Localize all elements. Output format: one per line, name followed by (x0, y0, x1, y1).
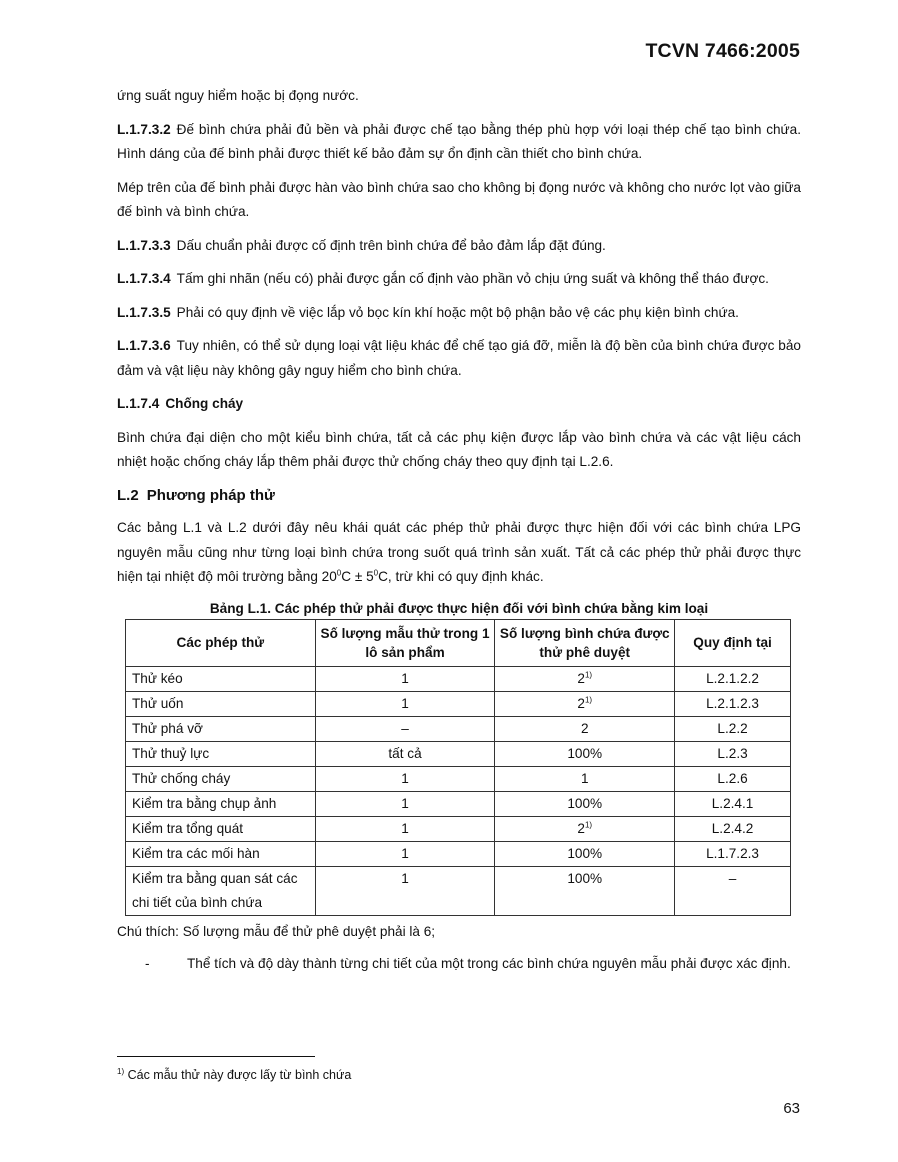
cell-test-name-value: Thử uốn (132, 695, 184, 711)
cell-reference-value: L.2.1.2.3 (706, 695, 759, 711)
paragraph (117, 301, 801, 326)
table-note: Chú thích: Số lượng mẫu để thử phê duyệt phải là 6; (117, 923, 436, 939)
cell-lot-samples-value: 1 (401, 695, 409, 711)
degree-sup: 0 (373, 568, 379, 578)
cell-reference (675, 791, 791, 816)
paragraph-text: Đế bình chứa phải đủ bền và phải được chế tạo bằng thép phù hợp với loại thép chế tạo bình chứa. Hình dáng của đế bình phải được thiết kế bảo đảm sự ổn định cần thiết cho bình chứa. (117, 121, 801, 161)
paragraph-text: Phải có quy định về việc lắp vỏ bọc kín khí hoặc một bộ phận bảo vệ các phụ kiện bình chứa. (176, 304, 739, 320)
cell-approval-count (495, 716, 675, 741)
clause-number: L.1.7.3.2 (117, 121, 171, 137)
cell-test-name-value: Kiểm tra tổng quát (132, 820, 244, 836)
table-header-row (126, 619, 791, 666)
table-row (126, 716, 791, 741)
cell-approval-count-value: 100% (567, 795, 603, 811)
paragraph-text: Tấm ghi nhãn (nếu có) phải được gắn cố định vào phần vỏ chịu ứng suất và không thể tháo được. (176, 271, 769, 286)
cell-test-name-value: Thử phá vỡ (132, 720, 203, 736)
cell-reference-value: L.2.1.2.2 (706, 670, 759, 686)
cell-reference-value: – (728, 870, 737, 886)
cell-test-name (126, 716, 316, 741)
table-row (126, 691, 791, 716)
cell-reference-value: L.2.4.2 (711, 820, 754, 836)
cell-lot-samples (315, 741, 495, 766)
clause-number: L.1.7.3.4 (117, 271, 171, 286)
cell-approval-count-value: 1 (580, 770, 589, 786)
cell-test-name (126, 741, 316, 766)
cell-test-name (126, 816, 316, 841)
cell-lot-samples (315, 666, 495, 691)
cell-test-name (126, 841, 316, 866)
table-row (126, 741, 791, 766)
table-row (126, 666, 791, 691)
cell-lot-samples-value: 1 (401, 820, 409, 836)
clause-number: L.1.7.3.6 (117, 338, 171, 353)
page-body (117, 84, 801, 976)
cell-reference-value: L.2.3 (717, 745, 748, 761)
cell-reference (675, 716, 791, 741)
section-intro-c: C, trừ khi có quy định khác. (378, 569, 544, 584)
cell-test-name-value: Kiểm tra bằng chụp ảnh (132, 795, 277, 811)
note-list-text: Thể tích và độ dày thành từng chi tiết của một trong các bình chứa nguyên mẫu phải được xác định. (187, 955, 791, 971)
footnote-ref: 1) (584, 669, 593, 679)
footnote-divider (117, 1056, 315, 1057)
paragraph (117, 267, 801, 292)
cell-approval-count (495, 816, 675, 841)
cell-test-name (126, 866, 316, 915)
cell-test-name-value: Thử chống cháy (132, 770, 231, 786)
dash-bullet: - (145, 955, 150, 971)
standard-code: TCVN 7466:2005 (645, 40, 800, 62)
cell-lot-samples (315, 716, 495, 741)
cell-approval-count-value: 2 (577, 670, 585, 686)
cell-lot-samples-value: 1 (401, 845, 409, 861)
table-row (126, 816, 791, 841)
paragraph (117, 118, 801, 167)
table-row (126, 791, 791, 816)
header-lot-samples: Số lượng mẫu thử trong 1 lô sản phẩm (315, 619, 495, 666)
footnote-ref: 1) (584, 819, 593, 829)
footnote-ref: 1) (584, 694, 593, 704)
cell-approval-count (495, 791, 675, 816)
table-row (126, 866, 791, 915)
cell-test-name-value: Kiểm tra các mối hàn (132, 845, 260, 861)
cell-approval-count (495, 741, 675, 766)
cell-lot-samples-value: 1 (401, 770, 409, 786)
clause-number: L.1.7.4 (117, 396, 160, 411)
paragraph-text: Mép trên của đế bình phải được hàn vào bình chứa sao cho không bị đọng nước và không cho nước lọt vào giữa đế bình và bình chứa. (117, 179, 801, 219)
section-intro (117, 516, 801, 590)
cell-test-name (126, 791, 316, 816)
table-row (126, 841, 791, 866)
paragraph-text: ứng suất nguy hiểm hoặc bị đọng nước. (117, 88, 359, 103)
cell-approval-count (495, 866, 675, 915)
header-tests: Các phép thử (126, 619, 316, 666)
cell-approval-count (495, 691, 675, 716)
cell-reference-value: L.1.7.2.3 (706, 845, 759, 861)
paragraph (117, 392, 801, 417)
cell-lot-samples (315, 766, 495, 791)
paragraph (117, 334, 801, 383)
note-list-item (117, 952, 801, 977)
cell-test-name (126, 691, 316, 716)
paragraph (117, 84, 801, 109)
clause-number: L.1.7.3.5 (117, 304, 171, 320)
clause-number: L.1.7.3.3 (117, 237, 171, 253)
cell-test-name-value: Thử kéo (132, 670, 183, 686)
cell-reference (675, 866, 791, 915)
cell-reference (675, 816, 791, 841)
cell-reference-value: L.2.4.1 (711, 795, 754, 811)
cell-approval-count-value: 2 (577, 820, 585, 836)
cell-test-name (126, 666, 316, 691)
section-intro-a: Các bảng L.1 và L.2 dưới đây nêu khái quát các phép thử phải được thực hiện đối với các bình chứa LPG nguyên mẫu cũng như từng loại bình chứa trong suốt quá trình sản xuất. Tất cả các phép thử phải được thực hiện tại nhiệt độ môi trường bằng 20 (117, 520, 801, 584)
header-approval-count: Số lượng bình chứa được thử phê duyệt (495, 619, 675, 666)
cell-reference (675, 766, 791, 791)
degree-sup: 0 (336, 568, 342, 578)
cell-lot-samples (315, 691, 495, 716)
section-heading (117, 484, 801, 509)
paragraph-text: Tuy nhiên, có thể sử dụng loại vật liệu khác để chế tạo giá đỡ, miễn là độ bền của bình chứa được bảo đảm và vật liệu này không gây nguy hiểm cho bình chứa. (117, 338, 801, 378)
cell-lot-samples (315, 866, 495, 915)
cell-approval-count-value: 100% (567, 845, 603, 861)
cell-reference (675, 841, 791, 866)
cell-lot-samples (315, 841, 495, 866)
cell-approval-count (495, 841, 675, 866)
cell-approval-count-value: 100% (567, 745, 603, 761)
footnote-text: Các mẫu thử này được lấy từ bình chứa (127, 1068, 352, 1082)
section-intro-b: C ± 5 (341, 569, 374, 584)
paragraph-list (117, 84, 801, 475)
cell-reference-value: L.2.2 (717, 720, 748, 736)
cell-lot-samples (315, 816, 495, 841)
page-number: 63 (783, 1100, 800, 1117)
cell-approval-count (495, 766, 675, 791)
table-row (126, 766, 791, 791)
cell-reference (675, 666, 791, 691)
cell-approval-count-value: 2 (580, 720, 589, 736)
header-reference: Quy định tại (675, 619, 791, 666)
cell-approval-count-value: 100% (567, 870, 603, 886)
cell-reference (675, 741, 791, 766)
cell-approval-count-value: 2 (577, 695, 585, 711)
footnote (117, 1068, 351, 1082)
paragraph (117, 176, 801, 225)
cell-lot-samples-value: tất cả (388, 745, 422, 761)
tests-table (125, 619, 791, 916)
cell-reference-value: L.2.6 (717, 770, 748, 786)
cell-approval-count (495, 666, 675, 691)
paragraph (117, 234, 801, 259)
cell-reference (675, 691, 791, 716)
paragraph-text: Dấu chuẩn phải được cố định trên bình chứa để bảo đảm lắp đặt đúng. (176, 237, 606, 253)
paragraph (117, 426, 801, 475)
cell-lot-samples-value: 1 (401, 795, 409, 811)
table-caption: Bảng L.1. Các phép thử phải được thực hiện đối với bình chứa bằng kim loại (209, 600, 709, 616)
cell-lot-samples-value: 1 (401, 670, 409, 686)
cell-lot-samples-value: 1 (401, 870, 409, 886)
cell-test-name-value: Kiểm tra bằng quan sát các chi tiết của bình chứa (132, 870, 298, 910)
cell-test-name (126, 766, 316, 791)
paragraph-text: Chống cháy (165, 396, 244, 411)
cell-lot-samples-value: – (401, 720, 409, 736)
footnote-mark: 1) (117, 1066, 125, 1076)
paragraph-text: Bình chứa đại diện cho một kiểu bình chứa, tất cả các phụ kiện được lắp vào bình chứa và các vật liệu cách nhiệt hoặc chống cháy lắp thêm phải được thử chống cháy theo quy định tại L.2.6. (117, 429, 801, 469)
cell-lot-samples (315, 791, 495, 816)
section-number: L.2 (117, 486, 139, 504)
section-title: Phương pháp thử (146, 486, 275, 504)
cell-test-name-value: Thử thuỷ lực (132, 745, 210, 761)
table-body (126, 666, 791, 915)
